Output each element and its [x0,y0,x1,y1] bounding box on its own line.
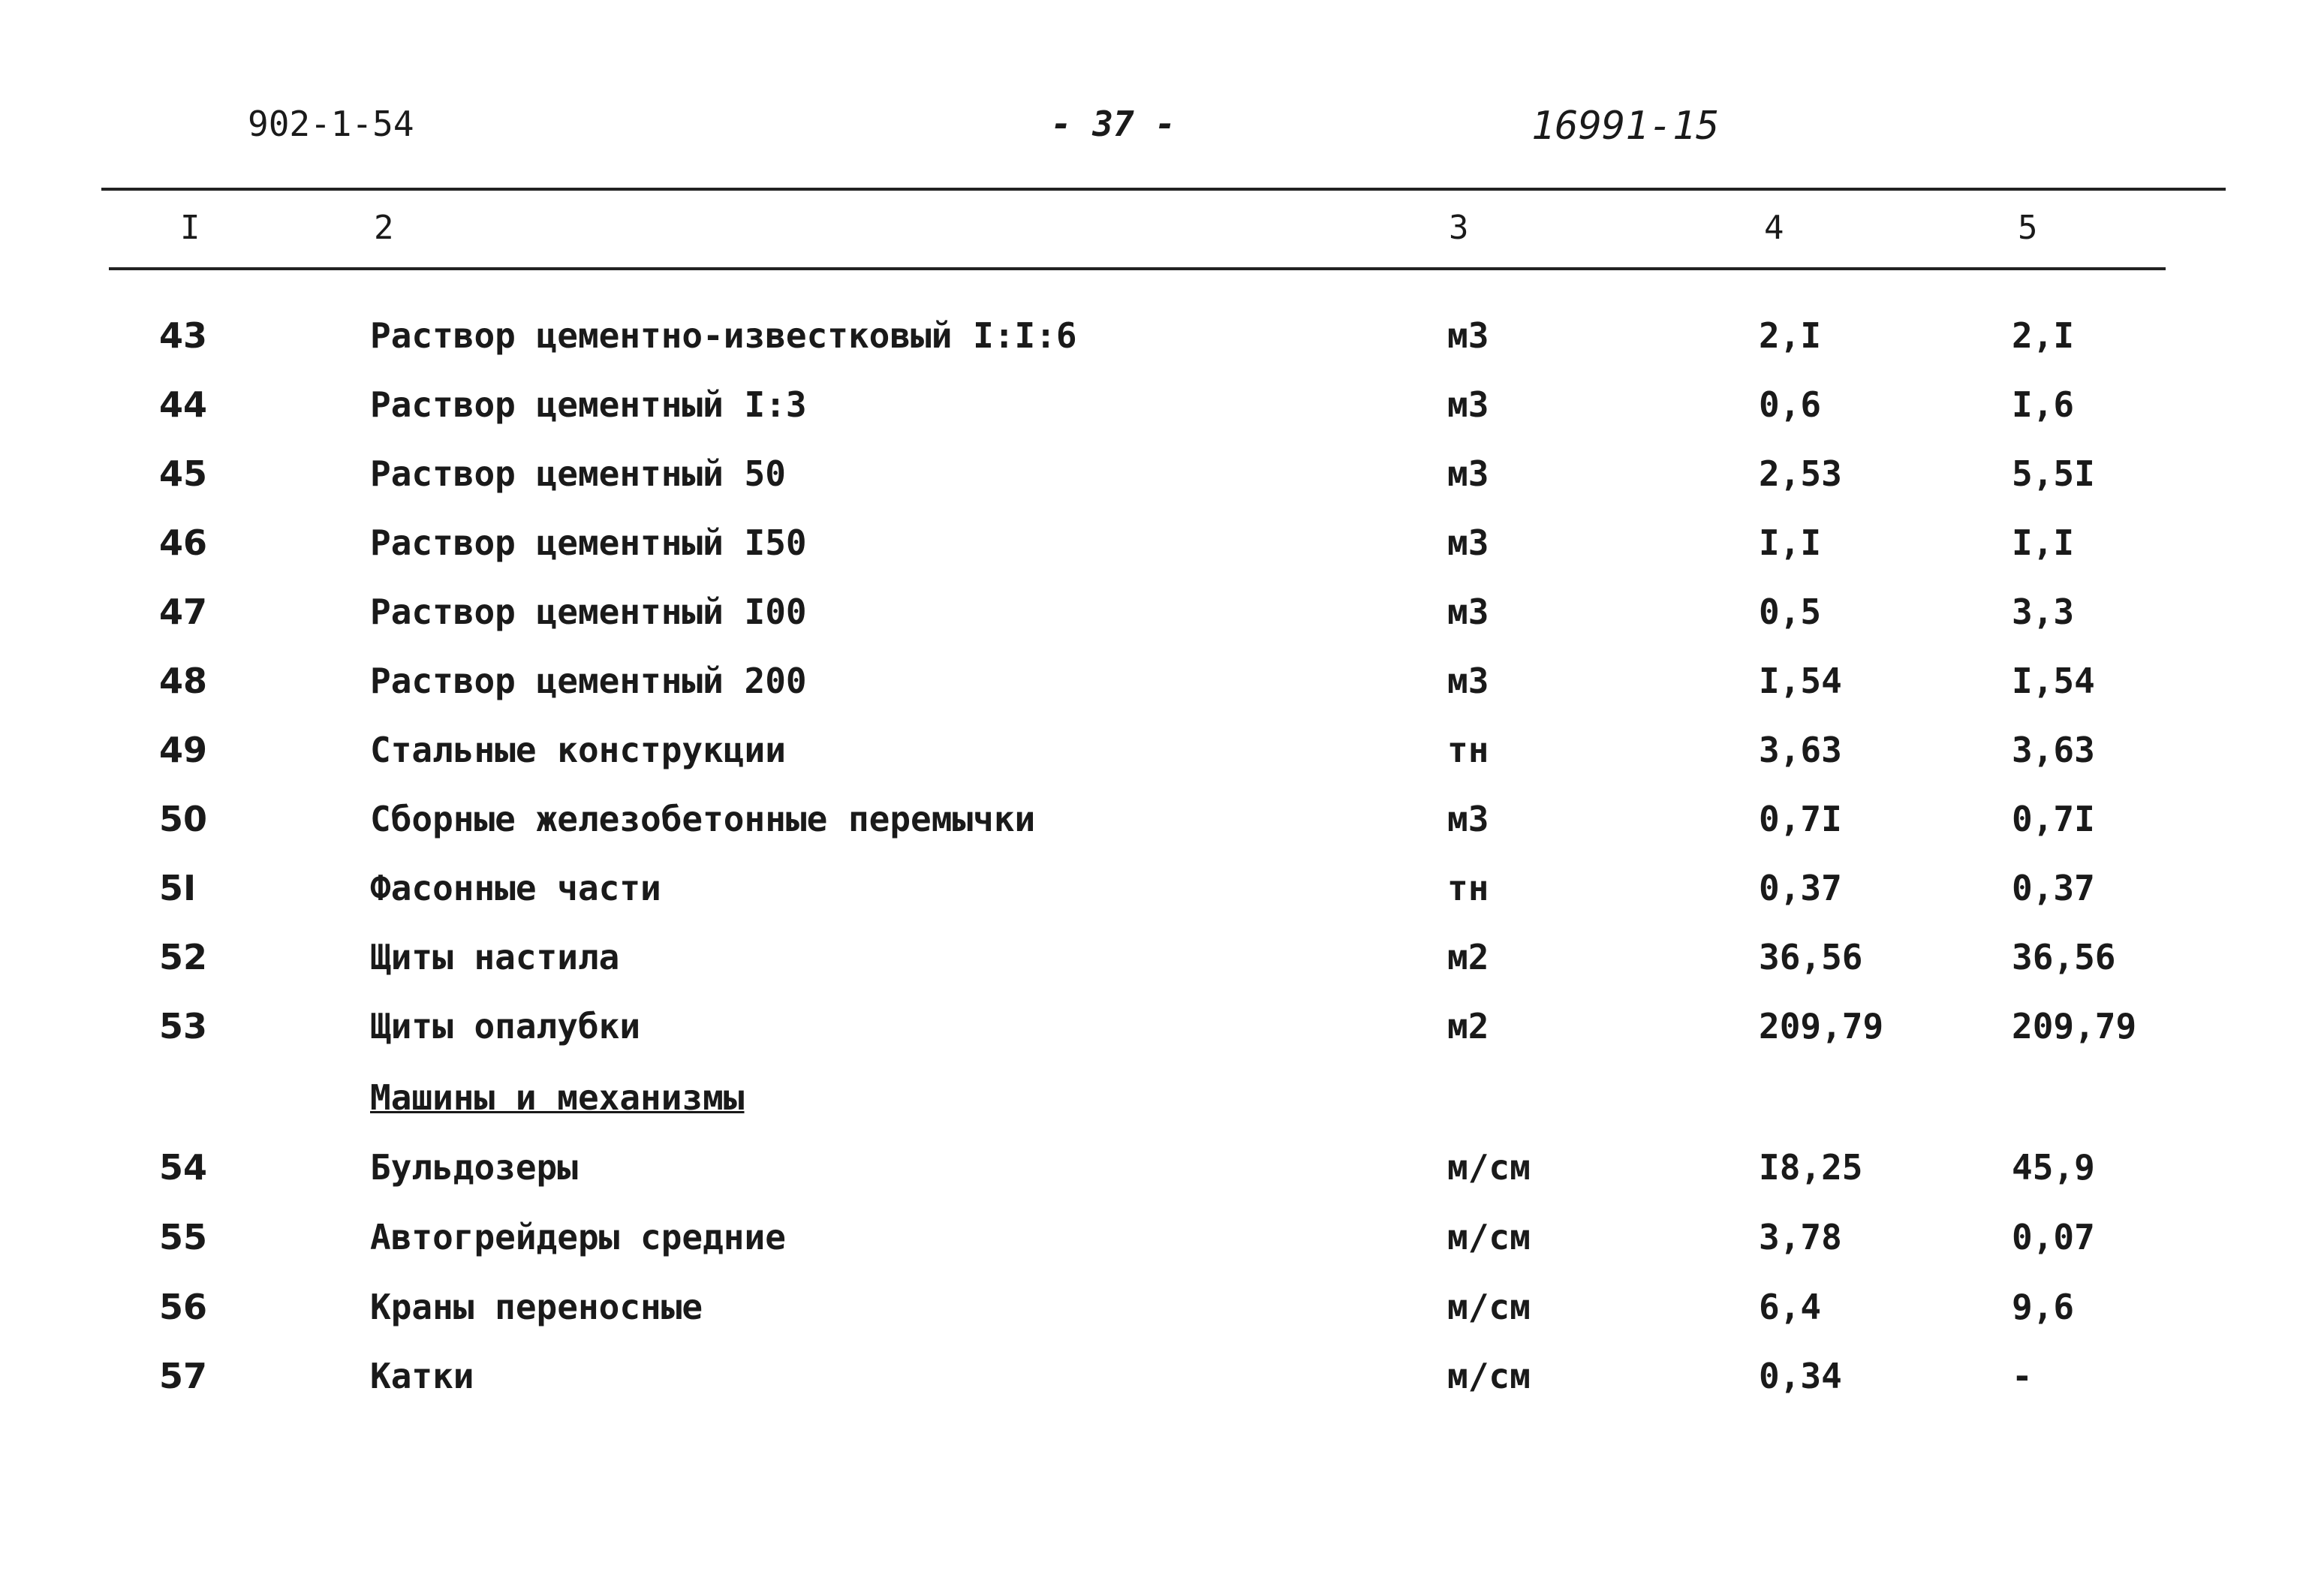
row-unit: м/см [1447,1356,1531,1396]
document-reference: 16991-15 [1531,104,1720,149]
row-number: 55 [159,1217,208,1257]
row-value-4: I,I [1759,522,1822,563]
row-value-5: 0,37 [2012,868,2095,908]
row-value-5: I,I [2012,522,2075,563]
row-value-4: 3,78 [1759,1217,1842,1257]
row-number: 44 [159,384,208,425]
row-number: 45 [159,453,208,494]
row-value-5: 3,63 [2012,730,2095,770]
row-name: Автогрейдеры средние [370,1217,786,1257]
row-value-5: 209,79 [2012,1006,2137,1046]
row-unit: м3 [1447,661,1489,701]
row-name: Катки [370,1356,474,1396]
row-value-5: I,54 [2012,661,2095,701]
table-row [0,1217,2306,1277]
column-header-3: 3 [1449,209,1469,247]
row-value-4: 2,53 [1759,453,1842,494]
table-row [0,1006,2306,1066]
row-value-5: 0,7I [2012,799,2095,839]
row-number: 54 [159,1147,208,1188]
row-value-5: 3,3 [2012,592,2075,632]
row-name: Раствор цементный 200 [370,661,807,701]
row-unit: м2 [1447,1006,1489,1046]
row-unit: м/см [1447,1147,1531,1188]
row-number: 5I [159,868,197,908]
row-unit: м3 [1447,592,1489,632]
table-row [0,937,2306,997]
row-unit: м3 [1447,453,1489,494]
page-number: - 37 - [1051,104,1176,144]
document-code: 902-1-54 [248,104,414,144]
row-value-4: 3,63 [1759,730,1842,770]
table-top-rule [101,188,2226,191]
table-row [0,384,2306,444]
row-name: Бульдозеры [370,1147,578,1188]
row-name: Стальные конструкции [370,730,786,770]
row-unit: тн [1447,730,1489,770]
table-row [0,315,2306,375]
row-value-5: I,6 [2012,384,2075,425]
row-unit: тн [1447,868,1489,908]
column-header-5: 5 [2018,209,2038,247]
column-header-1: I [180,209,200,247]
table-row [0,1147,2306,1207]
header-divider [109,267,2166,270]
row-number: 47 [159,592,208,632]
row-number: 50 [159,799,208,839]
row-name: Раствор цементно-известковый I:I:6 [370,315,1077,356]
table-row [0,799,2306,859]
row-number: 53 [159,1006,208,1046]
table-row [0,1287,2306,1347]
row-name: Раствор цементный I:3 [370,384,807,425]
section-title: Машины и механизмы [370,1077,745,1118]
table-row [0,868,2306,928]
row-name: Краны переносные [370,1287,703,1327]
table-row [0,522,2306,583]
row-value-5: 0,07 [2012,1217,2095,1257]
row-value-4: 0,34 [1759,1356,1842,1396]
row-value-4: 36,56 [1759,937,1863,977]
row-unit: м3 [1447,384,1489,425]
row-name: Сборные железобетонные перемычки [370,799,1036,839]
row-value-4: 0,6 [1759,384,1822,425]
row-name: Раствор цементный I50 [370,522,807,563]
row-value-4: I8,25 [1759,1147,1863,1188]
row-value-4: 0,37 [1759,868,1842,908]
table-row [0,592,2306,652]
row-value-4: 0,5 [1759,592,1822,632]
row-number: 56 [159,1287,208,1327]
row-value-4: 0,7I [1759,799,1842,839]
row-number: 43 [159,315,208,356]
row-unit: м3 [1447,799,1489,839]
row-value-5: 36,56 [2012,937,2116,977]
row-value-5: - [2012,1356,2033,1396]
column-header-2: 2 [374,209,394,247]
row-name: Фасонные части [370,868,661,908]
row-name: Раствор цементный 50 [370,453,786,494]
column-header-4: 4 [1764,209,1784,247]
row-name: Раствор цементный I00 [370,592,807,632]
row-value-5: 9,6 [2012,1287,2075,1327]
row-number: 57 [159,1356,208,1396]
table-row [0,661,2306,721]
row-number: 46 [159,522,208,563]
row-unit: м2 [1447,937,1489,977]
table-row [0,453,2306,513]
row-value-5: 45,9 [2012,1147,2095,1188]
row-value-5: 2,I [2012,315,2075,356]
row-number: 52 [159,937,208,977]
row-name: Щиты опалубки [370,1006,641,1046]
row-value-5: 5,5I [2012,453,2095,494]
row-number: 48 [159,661,208,701]
row-unit: м/см [1447,1287,1531,1327]
row-unit: м/см [1447,1217,1531,1257]
row-value-4: I,54 [1759,661,1842,701]
row-unit: м3 [1447,315,1489,356]
row-value-4: 209,79 [1759,1006,1884,1046]
row-name: Щиты настила [370,937,620,977]
row-number: 49 [159,730,208,770]
table-row [0,1356,2306,1416]
row-unit: м3 [1447,522,1489,563]
row-value-4: 2,I [1759,315,1822,356]
row-value-4: 6,4 [1759,1287,1822,1327]
table-row [0,730,2306,790]
